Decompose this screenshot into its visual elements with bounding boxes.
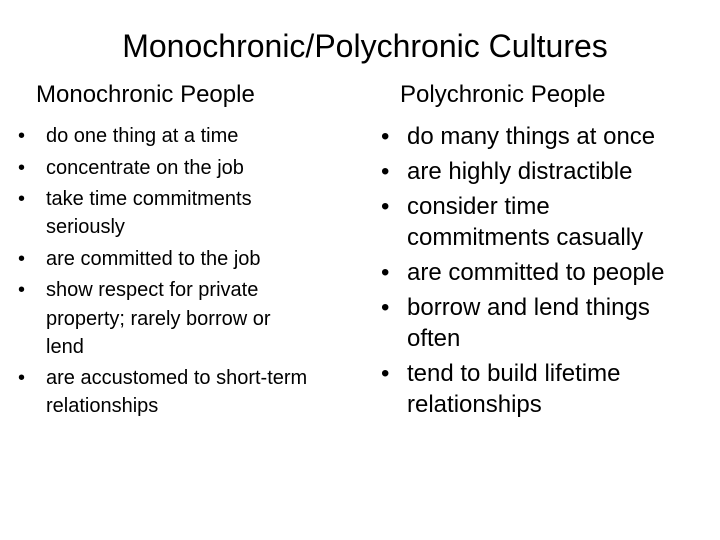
monochronic-item-text: seriously (46, 216, 125, 239)
polychronic-item-text: • tend to build lifetime (407, 360, 621, 387)
monochronic-item-text: lend (46, 335, 84, 358)
monochronic-item-text: • are committed to the job (46, 247, 261, 270)
monochronic-item (46, 275, 376, 363)
slide-title: Monochronic/Polychronic Cultures (122, 28, 608, 64)
monochronic-heading: Monochronic People (36, 81, 255, 108)
monochronic-item-text: • are accustomed to short-term (46, 367, 308, 390)
monochronic-item-text: • do one thing at a time (46, 125, 239, 147)
monochronic-item-text: relationships (46, 395, 159, 418)
polychronic-item-text: relationships (407, 391, 542, 418)
monochronic-item (46, 363, 376, 423)
monochronic-item (46, 153, 376, 185)
polychronic-item (407, 356, 712, 422)
monochronic-item-text: • concentrate on the job (46, 156, 244, 179)
monochronic-item (46, 244, 376, 276)
polychronic-item-text: • are highly distractible (407, 158, 633, 185)
monochronic-list (46, 121, 376, 423)
polychronic-item-text: • consider time (407, 193, 550, 220)
polychronic-item (407, 119, 712, 154)
polychronic-item-text: • borrow and lend things (407, 294, 650, 321)
polychronic-item-text: • are committed to people (407, 259, 665, 286)
polychronic-item-text: often (407, 325, 461, 352)
polychronic-item (407, 255, 712, 290)
polychronic-heading: Polychronic People (400, 81, 606, 108)
monochronic-item-text: property; rarely borrow or (46, 307, 271, 330)
polychronic-item-text: commitments casually (407, 224, 644, 251)
polychronic-list (407, 119, 712, 422)
polychronic-item (407, 290, 712, 356)
polychronic-item (407, 189, 712, 255)
monochronic-item-text: • take time commitments (46, 188, 252, 211)
polychronic-item-text: • do many things at once (407, 123, 656, 150)
polychronic-item (407, 154, 712, 189)
monochronic-item (46, 121, 376, 153)
monochronic-item (46, 184, 376, 244)
monochronic-item-text: • show respect for private (46, 279, 259, 302)
